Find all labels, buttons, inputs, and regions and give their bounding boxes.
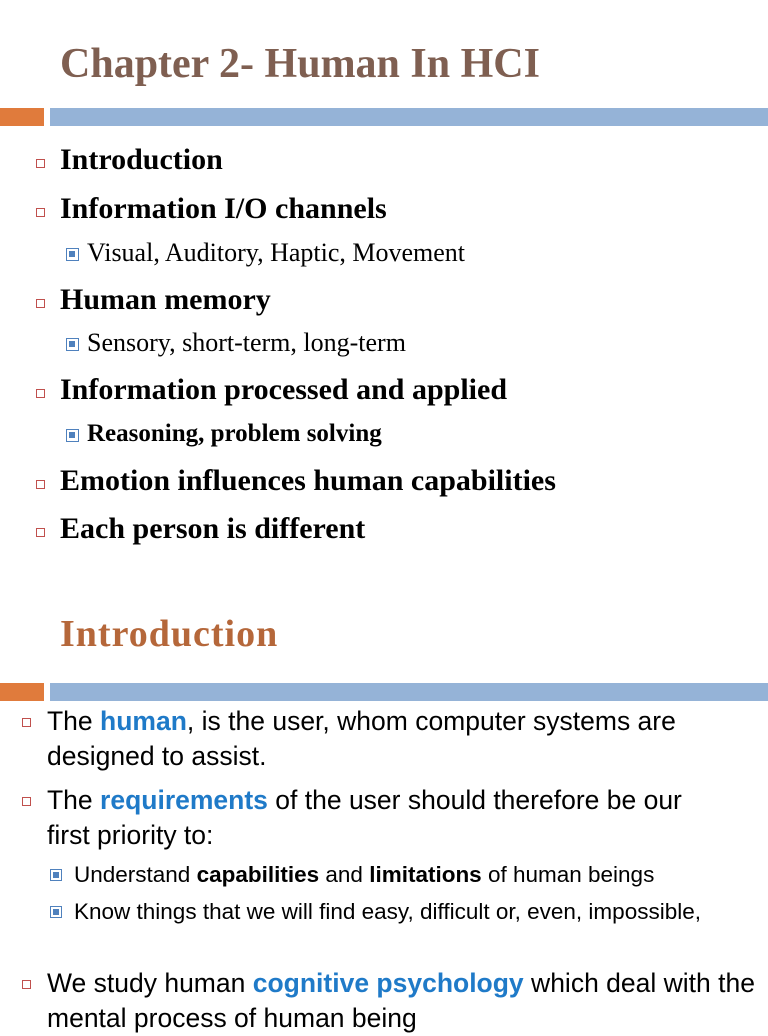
bullet-information-processed [36,373,507,407]
filled-square-bullet-icon [66,248,79,261]
text-segment: The [47,785,101,815]
title-accent-bar-blue [50,108,768,126]
bullet-cognitive-psychology [22,966,762,1036]
sub-bullet-text: Visual, Auditory, Haptic, Movement [87,238,466,267]
title-accent-bar-orange [0,683,44,701]
bullet-requirements [22,783,762,853]
text-segment: Understand [74,862,197,887]
bullet-io-channels [36,192,387,226]
filled-square-bullet-icon [66,338,79,351]
square-bullet-icon [36,528,45,537]
square-bullet-icon [36,389,45,398]
title-accent-bar-orange [0,108,44,126]
square-bullet-icon [36,208,45,217]
bullet-human-memory [36,283,271,317]
bullet-human [22,704,762,774]
square-bullet-icon [36,159,45,168]
bullet-emotion [36,464,556,498]
sub-bullet-know-things [50,897,762,927]
square-bullet-icon [22,718,31,727]
sub-bullet-text: Sensory, short-term, long-term [87,328,406,357]
bullet-text [47,783,727,853]
filled-square-bullet-icon [50,906,62,918]
keyword-cognitive-psychology: cognitive psychology [252,968,524,998]
keyword-capabilities: capabilities [196,862,320,887]
sub-bullet-human-memory [66,328,406,358]
keyword-limitations: limitations [369,862,482,887]
text-segment: of the user should therefore be our first priority to: [47,785,682,850]
text-segment: which deal with the mental process of human being [47,968,755,1033]
square-bullet-icon [22,980,31,989]
title-accent-bar-blue [50,683,768,701]
slide-2-title: Introduction [60,613,279,655]
text-segment: and [319,862,370,887]
bullet-text [47,704,762,774]
text-segment: We study human [47,968,253,998]
bullet-text: Information I/O channels [60,192,387,225]
bullet-introduction [36,143,223,177]
bullet-text: Human memory [60,283,271,316]
sub-bullet-information-processed [66,419,382,449]
sub-bullet-io-channels [66,238,465,268]
bullet-text: Information processed and applied [60,373,508,406]
filled-square-bullet-icon [50,869,62,881]
text-segment: , is the user, whom computer systems are designed to assist. [47,706,676,771]
text-segment: The [47,706,101,736]
bullet-text: Each person is different [60,512,366,545]
bullet-each-person [36,512,365,546]
sub-bullet-text [74,860,654,890]
slide-2 [0,590,768,1033]
keyword-requirements: requirements [100,785,268,815]
bullet-text [47,966,762,1036]
square-bullet-icon [36,299,45,308]
filled-square-bullet-icon [66,429,79,442]
bullet-text: Introduction [60,143,223,176]
sub-bullet-capabilities [50,860,762,890]
square-bullet-icon [22,797,31,806]
sub-bullet-text: Know things that we will find easy, difficult or, even, impossible, [74,899,701,924]
keyword-human: human [100,706,187,736]
sub-bullet-text: Reasoning, problem solving [87,420,382,447]
text-segment: of human beings [481,862,655,887]
bullet-text: Emotion influences human capabilities [60,464,556,497]
slide-1-title: Chapter 2- Human In HCI [60,41,540,87]
square-bullet-icon [36,480,45,489]
